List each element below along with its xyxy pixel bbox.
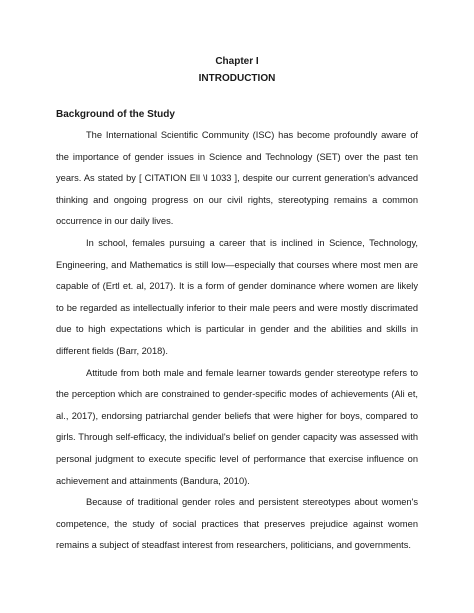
section-heading: Background of the Study — [56, 109, 175, 120]
paragraph: Because of traditional gender roles and persistent stereotypes about women's competence, the study of social practices that preserves prejudice against women remains a subject of steadfast interest from researchers, politicians, and governments. — [56, 497, 418, 551]
paragraph: In school, females pursuing a career that is inclined in Science, Technology, Engineering, and Mathematics is still low—especially that courses where most men are capable of (Ertl et. al, 2017). It is a form of gender dominance where women are likely to be regarded as intellectually inferior to their male peers and were mostly discrimated due to high expectations which is particular in gender and the abilities and skills in different fields (Barr, 2018). — [56, 237, 418, 356]
paragraph: Attitude from both male and female learner towards gender stereotype refers to the perception which are constrained to gender-specific modes of achievements (Ali et, al., 2017), endorsing patriarchal gender beliefs that were higher for boys, compared to girls. Through self-efficacy, the individual's belief on gender capacity was assessed with personal judgment to execute specific level of performance that exercise influence on achievement and attainments (Bandura, 2010). — [56, 367, 418, 486]
paragraph: The International Scientific Community (ISC) has become profoundly aware of the importance of gender issues in Science and Technology (SET) over the past ten years. As stated by [ CITATION Ell \l 1033 ], despite our current generation's advanced thinking and ongoing progress on our civil rights, stereotyping remains a common occurrence in our daily lives. — [56, 130, 418, 227]
body-text — [56, 125, 418, 557]
chapter-label: Chapter I — [215, 56, 259, 67]
chapter-title: INTRODUCTION — [198, 73, 276, 84]
